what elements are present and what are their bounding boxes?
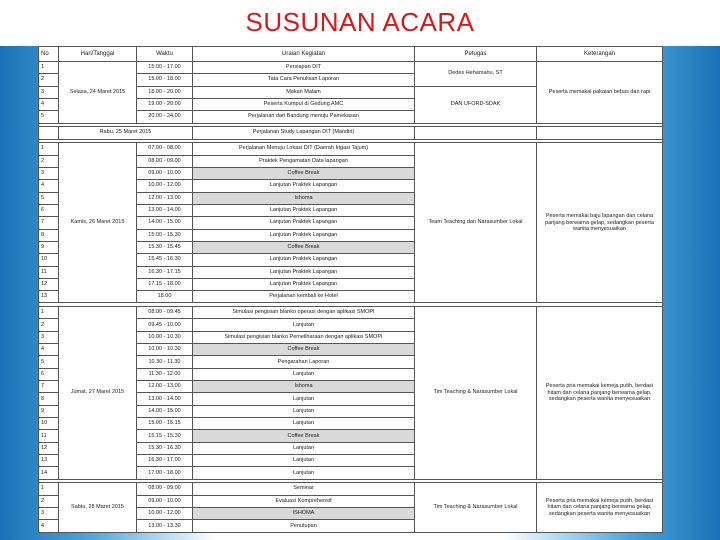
activity-cell: Lanjutan — [193, 405, 415, 417]
activity-cell: Coffee Break — [193, 167, 415, 179]
row-number: 11 — [39, 430, 59, 442]
notes-cell: Peserta pria memakai kemeja putih, berdasi hitam dan celana panjang berwarna gelap, sedangkan peserta wanita menyesuaikan — [537, 483, 663, 533]
activity-cell: Lanjutan — [193, 467, 415, 479]
row-number: 4 — [39, 98, 59, 110]
activity-cell: Penutupan — [193, 520, 415, 533]
row-number: 6 — [39, 368, 59, 380]
table-row — [39, 62, 663, 74]
row-number: 10 — [39, 418, 59, 430]
row-number: 3 — [39, 507, 59, 519]
activity-cell: Lanjutan Praktek Lapangan — [193, 266, 415, 278]
header-officer: Petugas — [415, 47, 537, 62]
notes-cell — [537, 127, 663, 139]
time-cell: 08.00 - 09.45 — [137, 307, 193, 319]
row-number: 9 — [39, 405, 59, 417]
table-header-row — [39, 47, 663, 62]
activity-cell: Lanjutan Praktek Lapangan — [193, 229, 415, 241]
row-number: 11 — [39, 266, 59, 278]
officer-cell: Tim Teaching & Narasumber Lokal — [415, 307, 537, 480]
time-cell: 13.00 - 14.00 — [137, 204, 193, 216]
activity-cell: Lanjutan — [193, 455, 415, 467]
row-number: 5 — [39, 111, 59, 123]
header-time: Waktu — [137, 47, 193, 62]
time-cell: 15.00 - 17.00 — [137, 62, 193, 74]
time-cell: 15.30 - 16.30 — [137, 442, 193, 454]
activity-cell: Lanjutan Praktek Lapangan — [193, 204, 415, 216]
time-cell: 10.00 - 10.30 — [137, 331, 193, 343]
officer-cell: DAN UFORD-SDAK — [415, 86, 537, 123]
time-cell: 10.00 - 12.00 — [137, 507, 193, 519]
row-number: 4 — [39, 344, 59, 356]
activity-cell: Perjalanan Study Lapangan DIT (Mandiri) — [193, 127, 415, 139]
notes-cell: Peserta memakai baju lapangan dan celana panjang berwarna gelap, sedangkan peserta wanita menyesuaikan — [537, 143, 663, 303]
time-cell: 10.00 - 12.00 — [137, 180, 193, 192]
row-number: 12 — [39, 278, 59, 290]
row-number: 1 — [39, 143, 59, 155]
time-cell: 17.15 - 18.00 — [137, 278, 193, 290]
page-title: SUSUNAN ACARA — [245, 7, 475, 37]
activity-cell: Lanjutan Praktek Lapangan — [193, 254, 415, 266]
row-number: 8 — [39, 229, 59, 241]
time-cell: 07.00 - 08.00 — [137, 143, 193, 155]
activity-cell: Ishoma — [193, 192, 415, 204]
activity-cell: Pengarahan Laporan — [193, 356, 415, 368]
schedule-table — [38, 46, 663, 533]
row-number: 7 — [39, 217, 59, 229]
activity-cell: Lanjutan Praktek Lapangan — [193, 278, 415, 290]
activity-cell: Lanjutan — [193, 418, 415, 430]
row-number: 3 — [39, 86, 59, 98]
row-number: 3 — [39, 331, 59, 343]
time-cell: 18.00 - 20.00 — [137, 86, 193, 98]
activity-cell: ISHOMA — [193, 507, 415, 519]
table-row — [39, 307, 663, 319]
time-cell: 10.00 - 10.30 — [137, 344, 193, 356]
time-cell: 15.00 - 15.15 — [137, 418, 193, 430]
time-cell: 15.45 - 16.30 — [137, 254, 193, 266]
row-number: 1 — [39, 483, 59, 495]
row-number: 7 — [39, 381, 59, 393]
activity-cell: Coffee Break — [193, 430, 415, 442]
row-number: 2 — [39, 495, 59, 507]
row-number: 4 — [39, 180, 59, 192]
row-number: 2 — [39, 74, 59, 86]
row-number: 10 — [39, 254, 59, 266]
header-date: Hari/Tanggal — [59, 47, 137, 62]
activity-cell: Praktek Pengamatan Data lapangan — [193, 155, 415, 167]
time-cell: 20.00 - 24.00 — [137, 111, 193, 123]
activity-cell: Simulasi pengisian blanko Pemeliharaan dengan aplikasi SMOPI — [193, 331, 415, 343]
activity-cell: Lanjutan — [193, 368, 415, 380]
date-cell: Kamis, 26 Maret 2015 — [59, 143, 137, 303]
row-number: 2 — [39, 155, 59, 167]
time-cell: 19.00 - 20.00 — [137, 98, 193, 110]
activity-cell: Persiapan DIT — [193, 62, 415, 74]
officer-cell: Team Teaching dan Narasumber Lokal — [415, 143, 537, 303]
time-cell: 15.15 - 15.30 — [137, 430, 193, 442]
activity-cell: Ishoma — [193, 381, 415, 393]
row-number: 13 — [39, 291, 59, 303]
date-cell: Selasa, 24 Maret 2015 — [59, 62, 137, 124]
time-cell: 12.00 - 13.00 — [137, 381, 193, 393]
time-cell: 08.00 - 09.00 — [137, 155, 193, 167]
time-cell: 08.00 - 09.00 — [137, 483, 193, 495]
officer-cell — [415, 127, 537, 139]
row-number: 1 — [39, 307, 59, 319]
notes-cell: Peserta pria memakai kemeja putih, berdasi hitam dan celana panjang berwarna gelap, sedangkan peserta wanita menyesuaikan — [537, 307, 663, 480]
activity-cell: Tata Cara Penulisan Laporan — [193, 74, 415, 86]
activity-cell: Lanjutan — [193, 393, 415, 405]
row-number — [39, 127, 59, 139]
time-cell: 16.30 - 17.15 — [137, 266, 193, 278]
row-number: 3 — [39, 167, 59, 179]
date-cell: Rabu, 25 Maret 2015 — [59, 127, 193, 139]
row-number: 12 — [39, 442, 59, 454]
table-row — [39, 483, 663, 495]
activity-cell: Lanjutan Praktek Lapangan — [193, 217, 415, 229]
date-cell: Sabtu, 28 Maret 2015 — [59, 483, 137, 533]
officer-cell: Tim Teaching & Narasumber Lokal — [415, 483, 537, 533]
activity-cell: Perjalanan Menuju Lokasi DIT (Daerah Irigasi Tajum) — [193, 143, 415, 155]
time-cell: 13.00 - 14.00 — [137, 393, 193, 405]
row-number: 5 — [39, 192, 59, 204]
activity-cell: Coffee Break — [193, 344, 415, 356]
time-cell: 10.30 - 11.30 — [137, 356, 193, 368]
activity-cell: Lanjutan — [193, 319, 415, 331]
activity-cell: Coffee Break — [193, 241, 415, 253]
date-cell: Jumat, 27 Maret 2015 — [59, 307, 137, 480]
row-number: 9 — [39, 241, 59, 253]
header-no: No — [39, 47, 59, 62]
row-number: 8 — [39, 393, 59, 405]
notes-cell: Peserta memakai pakaian bebas dan rapi — [537, 62, 663, 124]
activity-cell: Lanjutan — [193, 442, 415, 454]
time-cell: 13.00 - 13.30 — [137, 520, 193, 533]
time-cell: 11.30 - 12.00 — [137, 368, 193, 380]
time-cell: 18.00 — [137, 291, 193, 303]
activity-cell: Peserta Kumpul di Gedung AMC — [193, 98, 415, 110]
row-number: 1 — [39, 62, 59, 74]
activity-cell: Makan Malam — [193, 86, 415, 98]
time-cell: 16.30 - 17.00 — [137, 455, 193, 467]
table-row — [39, 127, 663, 139]
row-number: 4 — [39, 520, 59, 533]
time-cell: 09.00 - 10.00 — [137, 167, 193, 179]
time-cell: 09.00 - 10.00 — [137, 495, 193, 507]
row-number: 5 — [39, 356, 59, 368]
time-cell: 09.45 - 10.00 — [137, 319, 193, 331]
activity-cell: Simulasi pengisian blanko operasi dengan aplikasi SMOPI — [193, 307, 415, 319]
row-number: 2 — [39, 319, 59, 331]
officer-cell: Dedes Hehamahu, ST — [415, 62, 537, 87]
time-cell: 15.30 - 15.45 — [137, 241, 193, 253]
activity-cell: Lanjutan Praktek Lapangan — [193, 180, 415, 192]
activity-cell: Perjalanan kembali ke Hotel — [193, 291, 415, 303]
row-number: 6 — [39, 204, 59, 216]
time-cell: 15.00 - 15.30 — [137, 229, 193, 241]
row-number: 13 — [39, 455, 59, 467]
time-cell: 14.00 - 15.00 — [137, 217, 193, 229]
header-notes: Keterangan — [537, 47, 663, 62]
time-cell: 12.00 - 13.00 — [137, 192, 193, 204]
activity-cell: Seminar — [193, 483, 415, 495]
table-row — [39, 143, 663, 155]
header-activity: Uraian Kegiatan — [193, 47, 415, 62]
time-cell: 15.00 - 18.00 — [137, 74, 193, 86]
time-cell: 14.00 - 15.00 — [137, 405, 193, 417]
activity-cell: Evaluasi Komprehensif — [193, 495, 415, 507]
activity-cell: Perjalanan dari Bandung menuju Pamekasan — [193, 111, 415, 123]
time-cell: 17.00 - 18.00 — [137, 467, 193, 479]
row-number: 14 — [39, 467, 59, 479]
